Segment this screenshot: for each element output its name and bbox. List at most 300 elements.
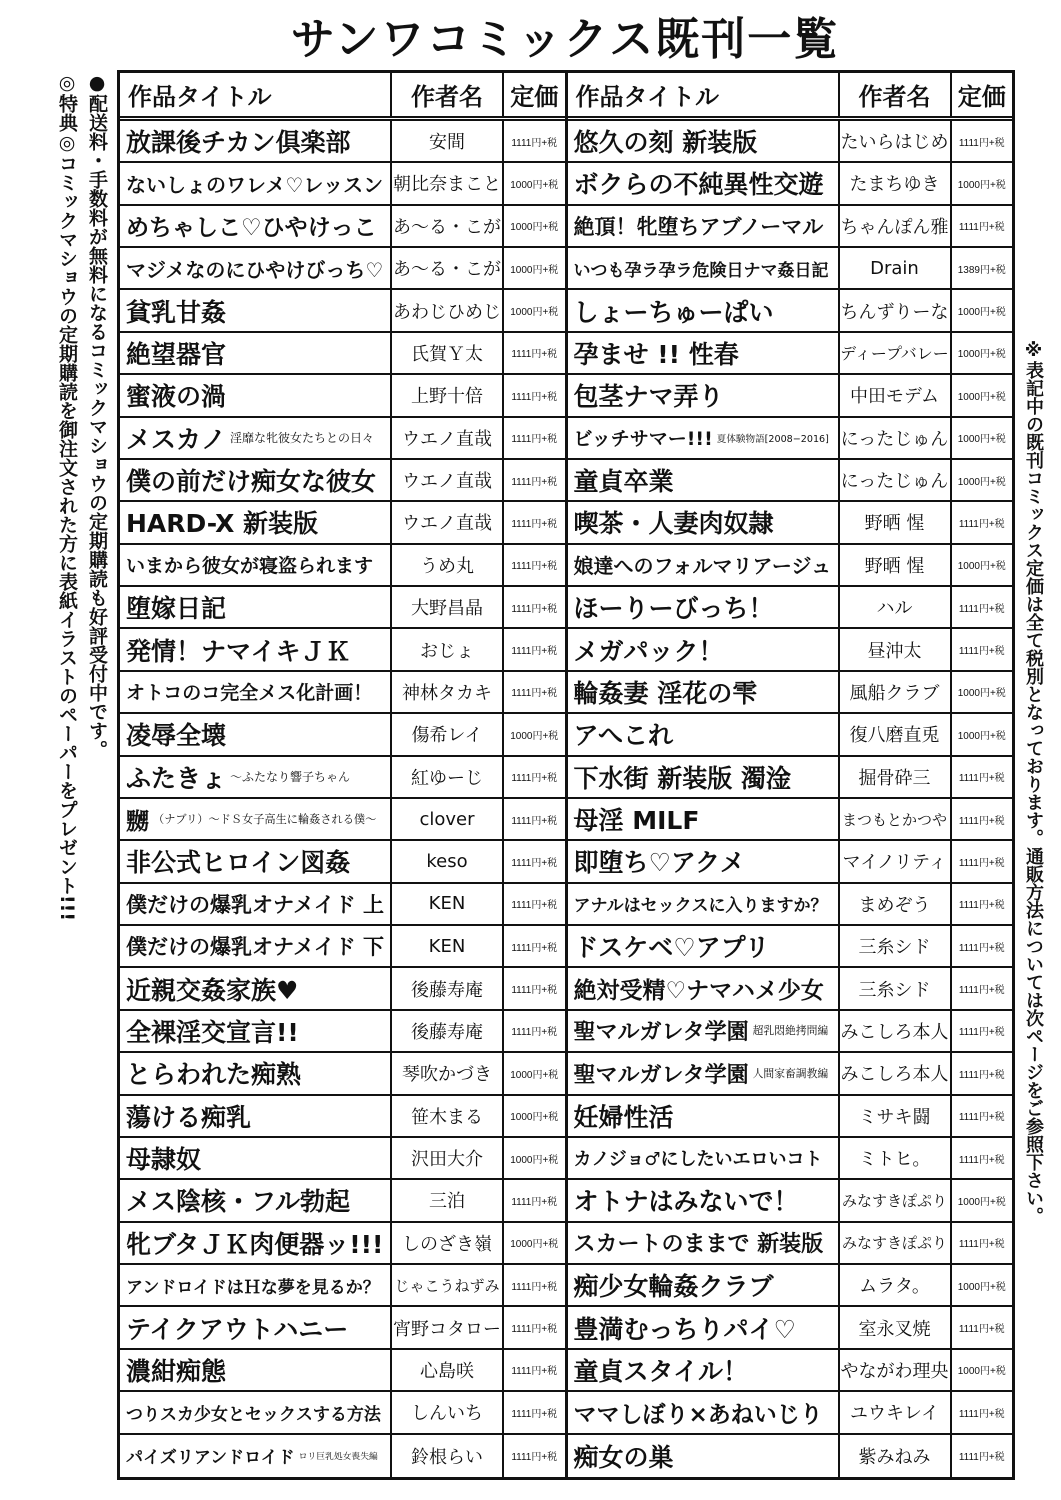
title-cell [120,714,390,754]
title-cell [568,206,838,246]
title-cell [568,1435,838,1477]
book-title: カノジョ♂にしたいエロいコト [573,1149,823,1171]
header-row [568,73,1013,121]
price-cell: 1389円+税 [950,248,1013,288]
price-cell: 1000円+税 [502,714,565,754]
table-row [120,926,565,968]
book-title: ビッチサマー!!! [573,428,713,451]
book-title: めちゃしこ♡ひやけっこ [126,215,377,242]
author-cell: じゃこうねずみ [390,1265,502,1305]
catalog-column-right [565,73,1013,1477]
book-title: 非公式ヒロイン図姦 [126,848,351,878]
book-subtitle: （ナブリ）～ドＳ女子高生に輪姦される僕～ [153,813,377,827]
book-title: オトコのコ完全メス化計画！ [126,682,373,705]
book-title: スカートのままで 新装版 [573,1232,824,1258]
author-cell: にったじゅん [838,418,950,458]
book-title: HARD-X 新装版 [126,509,319,539]
book-title: アナルはセックスに入りますか？ [573,896,828,917]
price-cell: 1111円+税 [950,1138,1013,1178]
price-cell: 1111円+税 [502,672,565,712]
price-cell: 1111円+税 [502,545,565,585]
table-row [120,1223,565,1265]
author-cell: ミトヒ。 [838,1138,950,1178]
price-cell: 1111円+税 [950,926,1013,966]
title-cell [120,841,390,881]
table-row [568,333,1013,375]
book-title: 僕の前だけ痴女な彼女 [126,467,377,497]
header-author: 作者名 [838,73,950,116]
author-cell: 室永叉焼 [838,1307,950,1347]
author-cell: 野晒 惺 [838,502,950,542]
table-row [568,968,1013,1010]
author-cell: 心島咲 [390,1350,502,1390]
price-cell: 1111円+税 [950,587,1013,627]
table-row [120,841,565,883]
table-row [120,1392,565,1434]
title-cell [568,248,838,288]
author-cell: おじょ [390,629,502,669]
title-cell [120,418,390,458]
book-title: 僕だけの爆乳オナメイド 上 [126,892,385,917]
price-cell: 1111円+税 [950,1307,1013,1347]
table-row [568,1053,1013,1095]
price-cell: 1111円+税 [950,757,1013,797]
author-cell: clover [390,799,502,839]
author-cell: ディープバレー [838,333,950,373]
title-cell [120,1011,390,1051]
price-cell: 1000円+税 [950,418,1013,458]
title-cell [120,163,390,203]
book-title: 豊満むっちりパイ♡ [573,1314,796,1344]
price-cell: 1111円+税 [502,1180,565,1220]
price-cell: 1111円+税 [950,1011,1013,1051]
author-cell: あ～る・こが [390,206,502,246]
author-cell: ハル [838,587,950,627]
title-cell [120,1138,390,1178]
price-cell: 1000円+税 [502,1053,565,1093]
title-cell [120,587,390,627]
table-row [568,290,1013,332]
price-cell: 1111円+税 [502,757,565,797]
price-cell: 1111円+税 [950,206,1013,246]
table-row [568,418,1013,460]
book-title: 絶望器官 [126,339,227,369]
author-cell: みこしろ本人 [838,1011,950,1051]
price-cell: 1111円+税 [502,799,565,839]
book-title: 妊婦性活 [573,1102,674,1132]
author-cell: みこしろ本人 [838,1053,950,1093]
book-title: ママしぼり×あねいじり [573,1401,823,1428]
title-cell [120,968,390,1008]
title-cell [120,672,390,712]
price-cell: 1000円+税 [950,1350,1013,1390]
author-cell: たまちゆき [838,163,950,203]
title-cell [120,799,390,839]
price-cell: 1111円+税 [950,121,1013,161]
book-title: 蕩ける痴乳 [126,1102,252,1132]
title-cell [568,1180,838,1220]
price-cell: 1111円+税 [502,1307,565,1347]
book-title: 全裸淫交宣言!! [126,1017,299,1047]
book-title: テイクアウトハニー [126,1314,349,1344]
price-cell: 1111円+税 [950,1096,1013,1136]
book-title: パイズリアンドロイド [126,1448,295,1469]
table-row [120,1053,565,1095]
price-cell: 1111円+税 [502,1265,565,1305]
title-cell [120,206,390,246]
author-cell: 紅ゆーじ [390,757,502,797]
table-row [120,248,565,290]
table-row [568,1011,1013,1053]
title-cell [568,1138,838,1178]
book-title: メスカノ [126,424,227,454]
author-cell: 風船クラブ [838,672,950,712]
book-title: 牝ブタＪＫ肉便器ッ!!! [126,1229,384,1259]
table-row [568,1138,1013,1180]
price-cell: 1000円+税 [950,672,1013,712]
book-title: 僕だけの爆乳オナメイド 下 [126,935,385,960]
title-cell [568,926,838,966]
title-cell [120,1053,390,1093]
book-title: 放課後チカン倶楽部 [126,128,351,158]
price-cell: 1000円+税 [502,1223,565,1263]
author-cell: みなすきぽぷり [838,1180,950,1220]
title-cell [568,1350,838,1390]
title-cell [568,799,838,839]
title-cell [568,375,838,415]
author-cell: やながわ理央 [838,1350,950,1390]
title-cell [568,968,838,1008]
title-cell [568,757,838,797]
author-cell: 琴吹かづき [390,1053,502,1093]
book-title: 童貞スタイル！ [573,1356,749,1386]
price-cell: 1111円+税 [950,968,1013,1008]
author-cell: 笹木まる [390,1096,502,1136]
book-title: 聖マルガレタ学園 [573,1062,749,1088]
title-cell [568,1096,838,1136]
title-cell [568,290,838,330]
book-title: 堕嫁日記 [126,594,227,624]
book-subtitle: 超乳悶絶拷問編 [752,1024,829,1038]
book-title: 凌辱全壊 [126,721,227,751]
author-cell: ウエノ直哉 [390,418,502,458]
left-notes [52,72,112,1492]
book-title: マジメなのにひやけびっち♡ [126,257,384,282]
price-cell: 1111円+税 [950,1435,1013,1477]
table-row [568,460,1013,502]
price-cell: 1111円+税 [502,375,565,415]
book-title: いまから彼女が寝盗られます [126,555,374,578]
table-row [568,121,1013,163]
book-title: 輪姦妻 淫花の雫 [573,678,758,708]
delivery-note: ●配送料・手数料が無料になるコミックマショウの定期購読も好評受付中です。 [86,72,108,759]
book-subtitle: 淫靡な牝彼女たちとの日々 [230,431,375,446]
author-cell: あわじひめじ [390,290,502,330]
table-row [568,757,1013,799]
table-row [568,629,1013,671]
title-cell [568,672,838,712]
book-title: 蜜液の渦 [126,382,227,412]
author-cell: 後藤寿庵 [390,1011,502,1051]
title-cell [568,714,838,754]
author-cell: しんいち [390,1392,502,1432]
title-cell [120,1392,390,1432]
author-cell: 掘骨砕三 [838,757,950,797]
price-cell: 1000円+税 [950,545,1013,585]
book-title: 貧乳甘姦 [126,297,227,327]
book-title: 喫茶・人妻肉奴隷 [573,509,774,539]
author-cell: 昼沖太 [838,629,950,669]
author-cell: 沢田大介 [390,1138,502,1178]
table-row [568,1180,1013,1222]
price-cell: 1111円+税 [502,121,565,161]
author-cell: ウエノ直哉 [390,502,502,542]
book-title: 発情！ナマイキＪＫ [126,636,351,666]
author-cell: うめ丸 [390,545,502,585]
book-subtitle: ～ふたなり響子ちゃん [230,770,351,785]
author-cell: ちゃんぽん雅 [838,206,950,246]
table-row [120,884,565,926]
book-title: 絶対受精♡ナマハメ少女 [573,978,824,1005]
author-cell: まめぞう [838,884,950,924]
table-row [120,545,565,587]
title-cell [568,1053,838,1093]
book-title: メス陰核・フル勃起 [126,1187,351,1217]
book-title: 母隷奴 [126,1145,202,1175]
title-cell [568,502,838,542]
title-cell [120,1307,390,1347]
author-cell: KEN [390,884,502,924]
price-cell: 1111円+税 [502,1350,565,1390]
table-row [120,1307,565,1349]
title-cell [568,121,838,161]
table-row [120,375,565,417]
table-row [568,206,1013,248]
author-cell: keso [390,841,502,881]
price-cell: 1111円+税 [502,333,565,373]
price-cell: 1111円+税 [502,587,565,627]
table-row [120,629,565,671]
title-cell [120,1265,390,1305]
table-row [120,163,565,205]
book-title: 悠久の刻 新装版 [573,128,758,158]
table-row [120,121,565,163]
price-cell: 1111円+税 [950,1392,1013,1432]
author-cell: 大野昌晶 [390,587,502,627]
title-cell [568,841,838,881]
book-title: とらわれた痴熟 [126,1060,302,1090]
price-cell: 1000円+税 [950,714,1013,754]
author-cell: 宵野コタロー [390,1307,502,1347]
price-cell: 1111円+税 [502,884,565,924]
book-title: 娘達へのフォルマリアージュ [573,554,832,579]
price-cell: 1111円+税 [502,1011,565,1051]
title-cell [120,460,390,500]
author-cell: 上野十倍 [390,375,502,415]
table-row [568,841,1013,883]
title-cell [120,884,390,924]
title-cell [120,248,390,288]
author-cell: 神林タカキ [390,672,502,712]
price-note: ※表記中の既刊コミックス定価は全て税別となっております。通販方法については次ページをご参照下さい。 [1023,340,1044,1225]
book-title: ほーりーびっち！ [573,594,774,624]
book-title: しょーちゅーぱい [573,297,774,327]
price-cell: 1111円+税 [950,629,1013,669]
title-cell [568,460,838,500]
title-cell [120,1180,390,1220]
book-subtitle: 人間家畜調教編 [752,1066,829,1080]
table-row [568,1392,1013,1434]
book-title: 痴少女輪姦クラブ [573,1272,774,1302]
book-title: ふたきょ [126,763,227,793]
book-title: 近親交姦家族♥ [126,975,299,1005]
table-row [568,926,1013,968]
book-title: アへこれ [573,721,674,751]
price-cell: 1000円+税 [502,1138,565,1178]
table-row [120,672,565,714]
author-cell: 復八磨直兎 [838,714,950,754]
table-row [120,290,565,332]
author-cell: 野晒 惺 [838,545,950,585]
book-title: 母淫 MILF [573,806,700,836]
price-cell: 1111円+税 [502,418,565,458]
page-title: サンワコミックス既刊一覧 [290,14,840,65]
price-cell: 1000円+税 [950,290,1013,330]
book-title: アンドロイドはＨな夢を見るか？ [126,1277,380,1298]
price-cell: 1000円+税 [950,375,1013,415]
price-cell: 1111円+税 [502,1392,565,1432]
price-cell: 1111円+税 [502,460,565,500]
title-cell [120,629,390,669]
table-row [568,714,1013,756]
book-title: 嬲 [126,808,149,835]
author-cell: まつもとかつや [838,799,950,839]
price-cell: 1000円+税 [502,248,565,288]
table-row [568,1350,1013,1392]
table-row [120,1350,565,1392]
price-cell: 1111円+税 [950,502,1013,542]
table-row [568,799,1013,841]
book-title: 孕ませ !! 性春 [573,339,739,369]
price-cell: 1000円+税 [950,163,1013,203]
table-row [120,1138,565,1180]
table-row [568,163,1013,205]
book-title: 下水街 新装版 濁淦 [573,763,791,793]
header-title: 作品タイトル [575,82,720,111]
price-cell: 1111円+税 [502,502,565,542]
table-row [568,248,1013,290]
author-cell: ちんずりーな [838,290,950,330]
table-row [120,968,565,1010]
book-title: メガパック！ [573,636,724,666]
table-row [120,714,565,756]
book-subtitle: ロリ巨乳処女喪失編 [298,1452,378,1463]
title-cell [120,1350,390,1390]
book-title: 絶頂！牝堕ちアブノーマル [573,214,824,239]
table-row [120,757,565,799]
header-title: 作品タイトル [128,82,272,111]
title-cell [568,1265,838,1305]
book-title: つりスカ少女とセックスする方法 [126,1404,381,1425]
title-cell [120,121,390,161]
title-cell [120,290,390,330]
author-cell: 傷希レイ [390,714,502,754]
author-cell: にったじゅん [838,460,950,500]
price-cell: 1111円+税 [502,841,565,881]
author-cell: 紫みねみ [838,1435,950,1477]
author-cell: 安間 [390,121,502,161]
header-price: 定価 [502,73,565,116]
table-row [568,1435,1013,1477]
table-row [568,1223,1013,1265]
title-cell [568,587,838,627]
table-row [120,502,565,544]
table-row [120,206,565,248]
author-cell: KEN [390,926,502,966]
header-author: 作者名 [390,73,502,116]
title-cell [568,545,838,585]
table-row [120,1011,565,1053]
price-cell: 1111円+税 [502,926,565,966]
book-title: 痴女の巣 [573,1442,674,1472]
title-cell [568,629,838,669]
price-cell: 1000円+税 [502,1096,565,1136]
title-cell [120,375,390,415]
table-row [120,333,565,375]
book-title: ドスケベ♡アプリ [573,933,770,963]
title-cell [120,1096,390,1136]
title-cell [120,545,390,585]
price-cell: 1111円+税 [950,841,1013,881]
book-title: ボクらの不純異性交遊 [573,170,824,200]
price-cell: 1000円+税 [502,206,565,246]
title-cell [568,1011,838,1051]
author-cell: 鈴根らい [390,1435,502,1477]
author-cell: ムラタ。 [838,1265,950,1305]
price-cell: 1111円+税 [502,968,565,1008]
table-row [120,1265,565,1307]
table-row [568,1265,1013,1307]
author-cell: 中田モデム [838,375,950,415]
price-cell: 1000円+税 [950,333,1013,373]
title-cell [568,163,838,203]
author-cell: Drain [838,248,950,288]
title-cell [120,502,390,542]
table-row [568,375,1013,417]
author-cell: ユウキレイ [838,1392,950,1432]
header-row [120,73,565,121]
table-row [120,1435,565,1477]
title-cell [120,1435,390,1477]
table-row [568,502,1013,544]
price-cell: 1111円+税 [502,1435,565,1477]
header-price: 定価 [950,73,1013,116]
table-row [120,1096,565,1138]
author-cell: 三糸シド [838,968,950,1008]
price-cell: 1000円+税 [950,1265,1013,1305]
book-title: 包茎ナマ弄り [573,382,724,412]
table-row [120,587,565,629]
title-cell [120,1223,390,1263]
author-cell: あ～る・こが [390,248,502,288]
author-cell: みなすきぽぷり [838,1223,950,1263]
book-title: いつも孕ラ孕ラ危険日ナマ姦日記 [573,260,829,281]
title-cell [568,1392,838,1432]
book-title: 童貞卒業 [573,467,674,497]
table-row [568,884,1013,926]
title-cell [568,1307,838,1347]
book-subtitle: 夏体験物語[2008−2016] [716,433,829,445]
